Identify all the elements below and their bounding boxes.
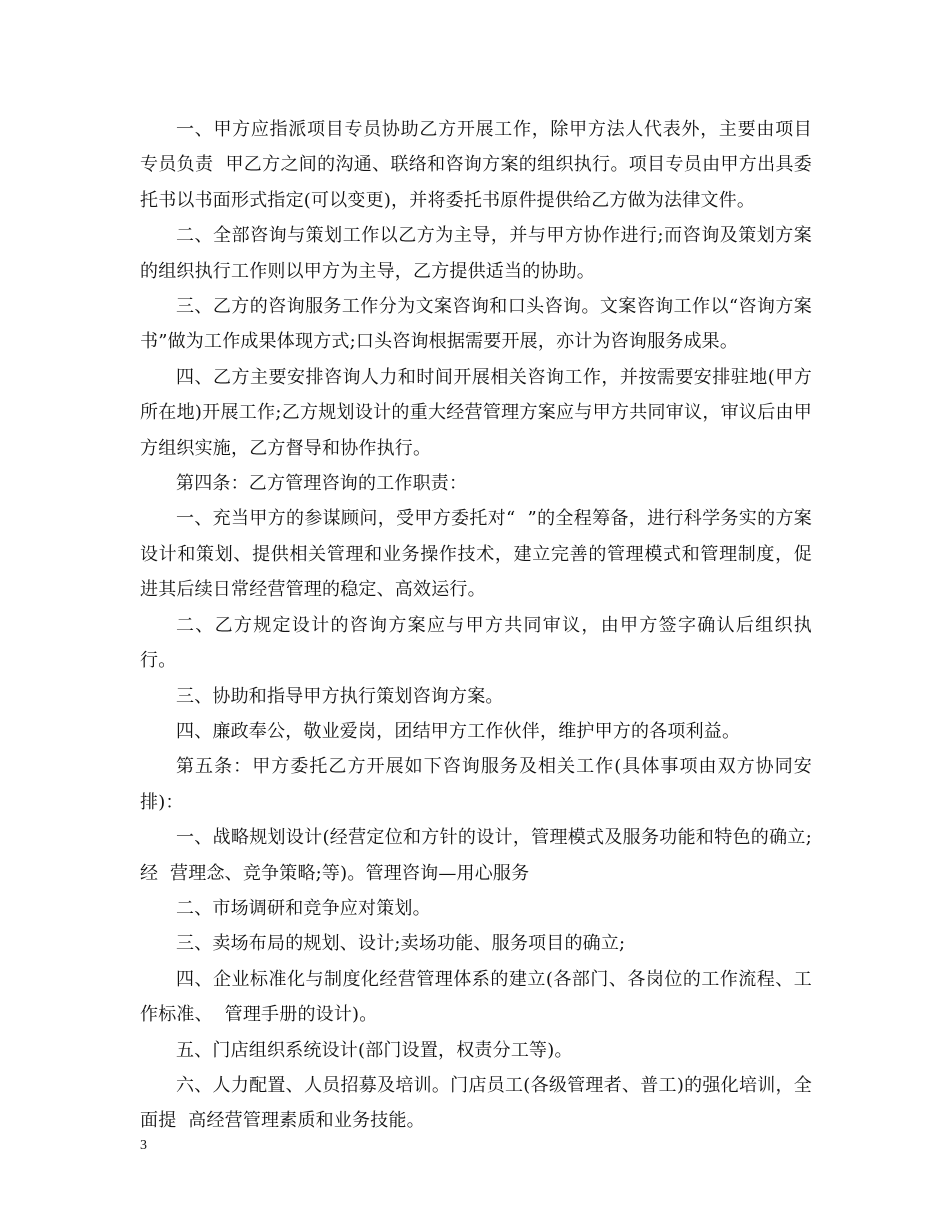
document-body xyxy=(140,112,812,1139)
paragraph: 六、人力配置、人员招募及培训。门店员工(各级管理者、普工)的强化培训，全面提 高经营管理素质和业务技能。 xyxy=(140,1074,812,1132)
paragraph: 一、战略规划设计(经营定位和方针的设计，管理模式及服务功能和特色的确立;经 营理念、竞争策略;等)。管理咨询—用心服务 xyxy=(140,827,812,884)
paragraph: 一、甲方应指派项目专员协助乙方开展工作，除甲方法人代表外，主要由项目专员负责 甲乙方之间的沟通、联络和咨询方案的组织执行。项目专员由甲方出具委托书以书面形式指定(可以变更)，并将委托书原件提供给乙方做为法律文件。 xyxy=(140,119,812,211)
paragraph: 三、协助和指导甲方执行策划咨询方案。 xyxy=(176,685,504,707)
paragraph: 四、企业标准化与制度化经营管理体系的建立(各部门、各岗位的工作流程、工作标准、 管理手册的设计)。 xyxy=(140,968,812,1026)
paragraph: 四、廉政奉公，敬业爱岗，团结甲方工作伙伴，维护甲方的各项利益。 xyxy=(176,720,741,742)
paragraph: 五、门店组织系统设计(部门设置，权责分工等)。 xyxy=(176,1039,573,1061)
paragraph: 四、乙方主要安排咨询人力和时间开展相关咨询工作，并按需要安排驻地(甲方所在地)开展工作;乙方规划设计的重大经营管理方案应与甲方共同审议，审议后由甲方组织实施，乙方督导和协作执行。 xyxy=(140,366,812,459)
page-number: 3 xyxy=(140,1138,147,1153)
paragraph: 一、充当甲方的参谋顾问，受甲方委托对“ ”的全程筹备，进行科学务实的方案设计和策划、提供相关管理和业务操作技术，建立完善的管理模式和管理制度，促进其后续日常经营管理的稳定、高效运行。 xyxy=(140,508,812,601)
paragraph: 二、全部咨询与策划工作以乙方为主导，并与甲方协作进行;而咨询及策划方案的组织执行工作则以甲方为主导，乙方提供适当的协助。 xyxy=(140,225,812,282)
article-heading: 第五条：甲方委托乙方开展如下咨询服务及相关工作(具体事项由双方协同安排)： xyxy=(140,756,812,813)
paragraph: 三、乙方的咨询服务工作分为文案咨询和口头咨询。文案咨询工作以“咨询方案书”做为工作成果体现方式;口头咨询根据需要开展，亦计为咨询服务成果。 xyxy=(140,296,812,353)
paragraph: 三、卖场布局的规划、设计;卖场功能、服务项目的确立; xyxy=(176,933,626,955)
article-heading: 第四条：乙方管理咨询的工作职责： xyxy=(176,473,468,495)
paragraph: 二、市场调研和竞争应对策划。 xyxy=(176,897,431,919)
paragraph: 二、乙方规定设计的咨询方案应与甲方共同审议，由甲方签字确认后组织执行。 xyxy=(140,614,812,672)
